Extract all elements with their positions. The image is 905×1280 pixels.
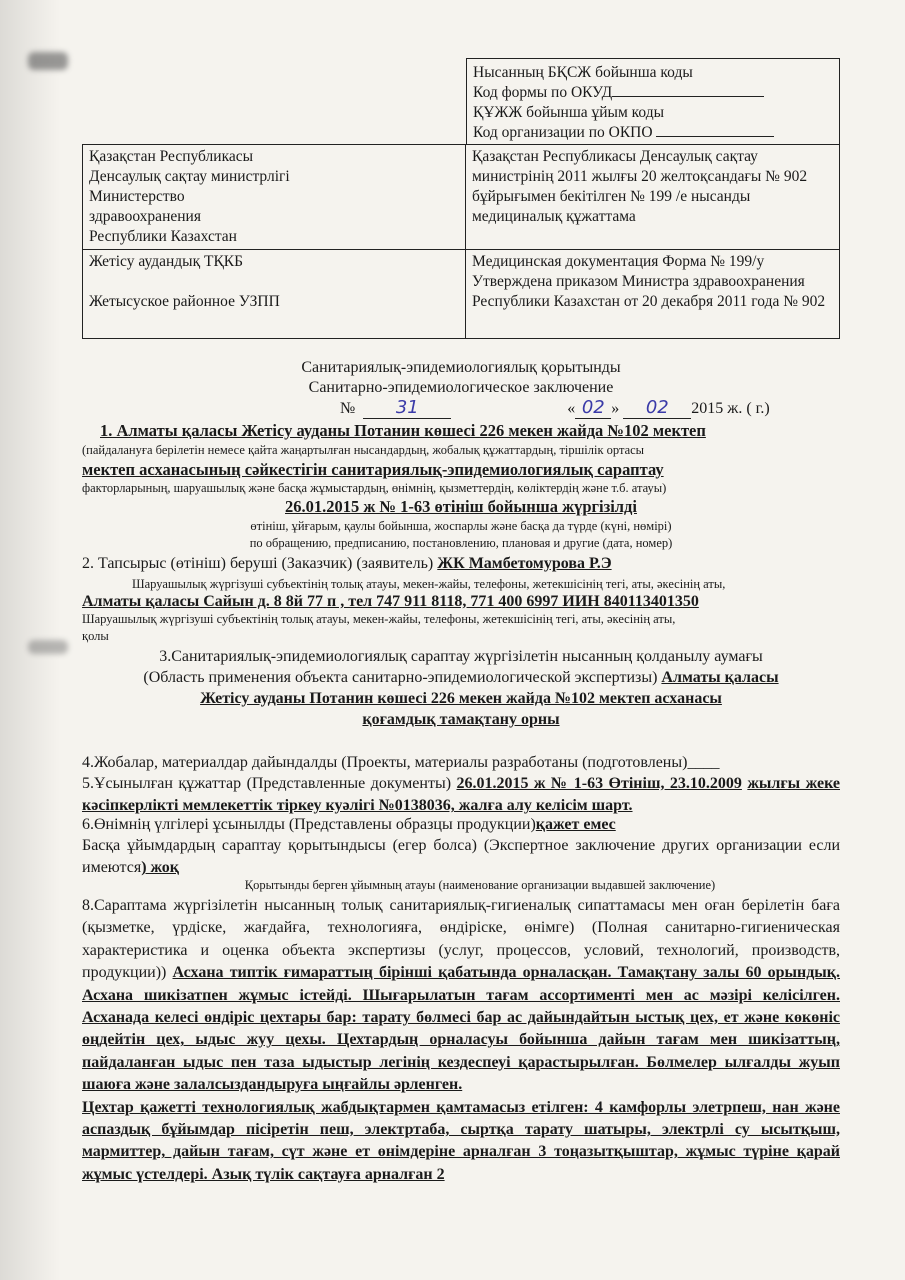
date-year: 2015 ж. ( г.) bbox=[691, 400, 770, 417]
section-1-hint: (пайдалануға берілетін немесе қайта жаңартылған нысандардың, жобалық құжаттардың, тіршілік ортасы bbox=[82, 443, 645, 457]
section-1-hint: өтініш, ұйғарым, қаулы бойынша, жоспарлы және басқа да түрде (күні, нөмірі) bbox=[250, 519, 672, 533]
section-1-hint: по обращению, предписанию, постановлению, плановая и другие (дата, номер) bbox=[249, 536, 673, 550]
section-3-value: Жетісу ауданы Потанин көшесі 226 мекен жайда №102 мектеп асханасы bbox=[200, 690, 722, 707]
customer-name: ЖК Мамбетомурова Р.Э bbox=[437, 555, 612, 572]
section-3-scope: (Область применения объекта санитарно-эпидемиологической экспертизы) Алматы қаласы bbox=[143, 669, 779, 686]
section-2-hint: Шаруашылық жүргізуші субъектінің толық атауы, мекен-жайы, телефоны, жетекшісінің тегі, аты, әкесінің аты, bbox=[132, 577, 726, 591]
code-line: Нысанның БҚСЖ бойынша коды bbox=[473, 64, 693, 81]
code-line: ҚҰЖЖ бойынша ұйым коды bbox=[473, 104, 665, 121]
number-date-line: № 31 « 02 » 02 2015 ж. ( г.) bbox=[340, 397, 770, 418]
code-line: Код формы по ОКУД bbox=[473, 83, 833, 103]
date-month: 02 bbox=[623, 397, 691, 419]
ministry-line: Қазақстан Республикасы bbox=[89, 148, 254, 165]
section-4-projects: 4.Жобалар, материалдар дайындалды (Проекты, материалы разработаны (подготовлены)____ bbox=[82, 754, 720, 771]
ministry-line: Денсаулық сақтау министрлігі bbox=[89, 168, 290, 185]
section-2-address: Алматы қаласы Сайын д. 8 8й 77 п , тел 747 911 8118, 771 400 6997 ИИН 840113401350 bbox=[82, 593, 699, 610]
section-5-documents: 5.Ұсынылған құжаттар (Представленные документы) 26.01.2015 ж № 1-63 Өтініш, 23.10.2009 жылғы жеке кәсіпкерлікті мемлекеттік тіркеу куәлігі №0138036, жалға алу келісім шарт. bbox=[82, 775, 840, 815]
title-ru: Санитарно-эпидемиологическое заключение bbox=[308, 379, 614, 396]
ministry-line: Министерство bbox=[89, 188, 185, 205]
form-approval-kz: Қазақстан Республикасы Денсаулық сақтау министрінің 2011 жылғы 20 желтоқсандағы № 902 бұйрығымен бекітілген № 199 /е нысанды медициналық құжаттама bbox=[466, 145, 840, 250]
section-2-hint: қолы bbox=[82, 629, 109, 643]
department-ru: Жетысуское районное УЗПП bbox=[89, 293, 280, 310]
scan-blot bbox=[28, 640, 68, 654]
section-2-hint: Шаруашылық жүргізуші субъектінің толық атауы, мекен-жайы, телефоны, жетекшісінің тегі, аты, әкесінің аты, bbox=[82, 612, 676, 626]
date-day: 02 bbox=[575, 397, 611, 419]
section-1-object: 1. Алматы қаласы Жетісу ауданы Потанин көшесі 226 мекен жайда №102 мектеп bbox=[100, 421, 706, 440]
department-kz: Жетісу аудандық ТҚКБ bbox=[89, 253, 244, 270]
section-8-value: Цехтар қажетті технологиялық жабдықтармен қамтамасыз етілген: 4 камфорлы элетрпеш, нан және аспаздық бұйымдар пісіретін пеш, электртаба, сыртқа тарату шатыры, электрлі су ысытқыш, мармиттер, дайын тағам, сүт және ет өнімдеріне арналған 3 тоңазытқыштар, жұмыс түріне қарай жұмыс үстелдері. Азық түлік сақтауға арналған 2 bbox=[82, 1098, 840, 1183]
department-cell bbox=[83, 250, 466, 339]
section-1-hint: факторларының, шаруашылық және басқа жұмыстардың, өнімнің, қызметтердің, көліктердің және т.б. атауы) bbox=[82, 481, 667, 495]
section-8-value: Асхана типтік ғимараттың бірінші қабатында орналасқан. Тамақтану залы 60 орындық. Асхана шикізатпен жұмыс істейді. Шығарылатын тағам ассортименті мен ас мәзірі келісілген. Асханада келесі өндіріс цехтары бар: тарату бөлмесі бар ас дайындайтын ыстық цех, ет және көкөніс өңдейтін цех, ыдыс жуу цехы. Цехтардың орналасуы бойынша дайын тағам мен шикізаттың, пайдаланған ыдыс пен таза ыдыстыр легінің кездеспеуі қарастырылған. Бөлмелер ылғалды жуып шаюға және залалсыздандыруға ыңғайлы әрленген. bbox=[82, 964, 840, 1094]
section-7-hint: Қорытынды берген ұйымның атауы (наименование организации выдавшей заключение) bbox=[244, 878, 716, 892]
form-approval-ru: Медицинская документация Форма № 199/у Утверждена приказом Министра здравоохранения Республики Казахстан от 20 декабря 2011 года № 902 bbox=[466, 250, 840, 339]
section-8-characteristic: 8.Сараптама жүргізілетін нысанның толық санитариялық-гигиеналық сипаттамасы мен оған берілетін баға (қызметке, үрдіске, жағдайға, технологияға, өндіріске, өнімге) (Полная санитарно-гигиеническая характеристика и оценка объекта экспертизы (услуг, процессов, условий, технологий, производств, продукции)) Асхана типтік ғимараттың бірінші қабатында орналасқан. Тамақтану залы 60 орындық. Асхана шикізатпен жұмыс істейді. Шығарылатын тағам ассортименті мен ас мәзірі келісілген. Асханада келесі өндіріс цехтары бар: тарату бөлмесі бар ас дайындайтын ыстық цех, ет және көкөніс өңдейтін цех, ыдыс жуу цехы. Цехтардың орналасуы бойынша дайын тағам мен шикізаттың, пайдаланған ыдыс пен таза ыдыстыр легінің кездеспеуі қарастырылған. Бөлмелер ылғалды жуып шаюға және залалсыздандыруға ыңғайлы әрленген. Цехтар қажетті технологиялық жабдықтармен қамтамасыз етілген: 4 камфорлы элетрпеш, нан және аспаздық бұйымдар пісіретін пеш, электртаба, сыртқа тарату шатыры, электрлі су ысытқыш, мармиттер, дайын тағам, сүт және ет өнімдеріне арналған 3 тоңазытқыштар, жұмыс түріне қарай жұмыс үстелдері. Азық түлік сақтауға арналған 2 bbox=[82, 897, 840, 1183]
code-line: Код организации по ОКПО bbox=[473, 123, 833, 143]
ministry-line: Республики Казахстан bbox=[89, 228, 237, 245]
title-kz: Санитариялық-эпидемиологиялық қорытынды bbox=[301, 359, 621, 376]
document-number: 31 bbox=[363, 397, 451, 419]
scan-blot bbox=[28, 52, 68, 70]
section-6-samples: 6.Өнімнің үлгілері ұсынылды (Представлены образцы продукции)қажет емес bbox=[82, 816, 616, 833]
section-2-customer: 2. Тапсырыс (өтініш) беруші (Заказчик) (заявитель) ЖК Мамбетомурова Р.Э bbox=[82, 555, 612, 572]
section-1-basis: 26.01.2015 ж № 1-63 өтініш бойынша жүргізілді bbox=[285, 497, 637, 516]
section-3-value: қоғамдық тамақтану орны bbox=[362, 711, 560, 728]
header-table bbox=[82, 144, 840, 339]
section-3-title: 3.Санитариялық-эпидемиологиялық сараптау жүргізілетін нысанның қолданылу аумағы bbox=[159, 648, 763, 665]
ministry-cell bbox=[83, 145, 466, 250]
section-1-value: мектеп асханасының сәйкестігін санитариялық-эпидемиологиялық сараптау bbox=[82, 460, 664, 479]
section-7-other-expertise: Басқа ұйымдардың сараптау қорытындысы (егер болса) (Экспертное заключение других организации если имеются) жоқ bbox=[82, 837, 841, 877]
ministry-line: здравоохранения bbox=[89, 208, 201, 225]
form-codes-box bbox=[466, 58, 840, 144]
